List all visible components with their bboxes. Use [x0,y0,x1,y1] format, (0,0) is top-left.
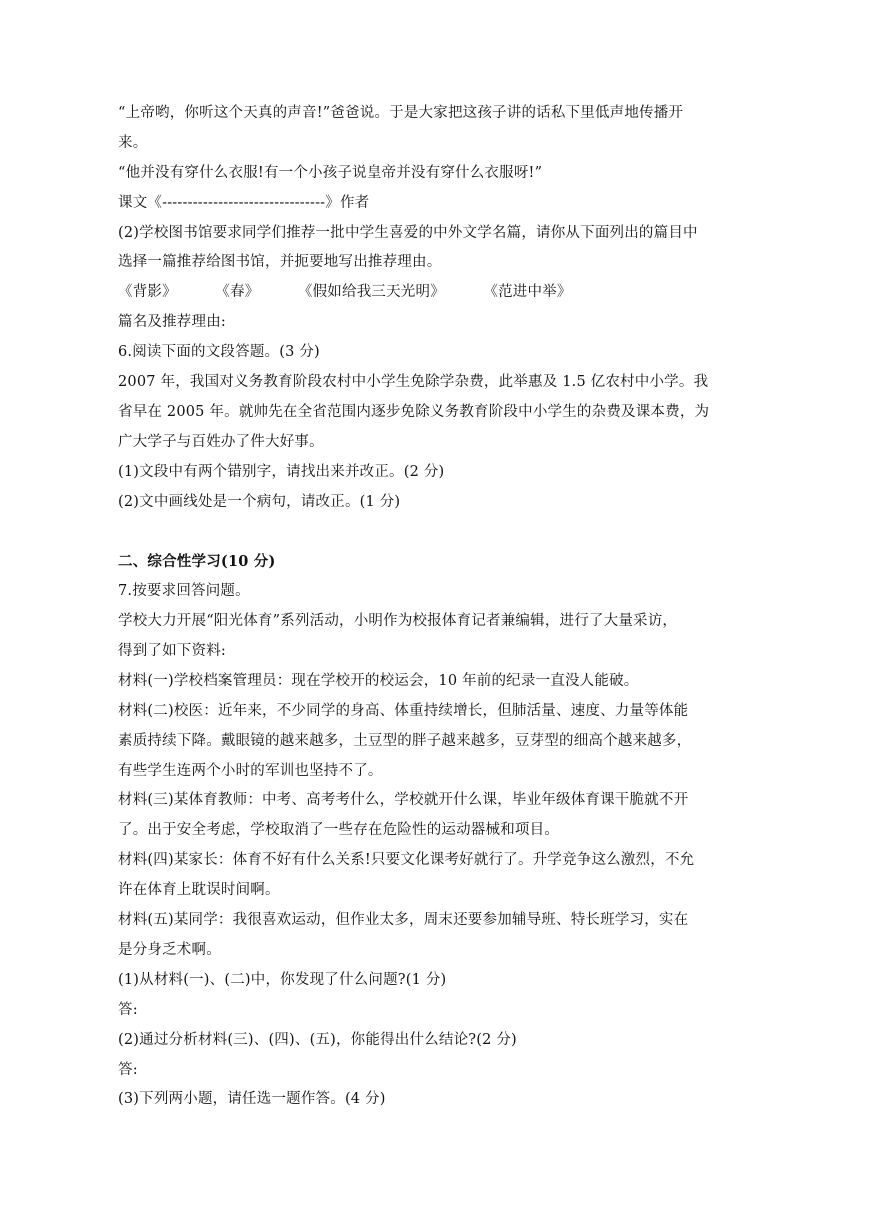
text-line: (2)文中画线处是一个病句，请改正。(1 分) [118,493,401,510]
text-line: 材料(三)某体育教师：中考、高考考什么，学校就开什么课，毕业年级体育课干脆就不开 [118,792,689,809]
text-line: (1)文段中有两个错别字，请找出来并改正。(2 分) [118,463,445,480]
text-line: 有些学生连两个小时的军训也坚持不了。 [118,762,383,779]
text-line: 了。出于安全考虑，学校取消了一些存在危险性的运动器械和项目。 [118,822,559,839]
text-line: 选择一篇推荐给图书馆，并扼要地写出推荐理由。 [118,254,442,271]
text-line: 篇名及推荐理由: [118,314,226,331]
text-line: 材料(五)某同学：我很喜欢运动，但作业太多，周末还要参加辅导班、特长班学习，实在 [118,912,689,929]
section-heading: 二、综合性学习(10 分) [118,553,276,571]
text-line: (2)学校图书馆要求同学们推荐一批中学生喜爱的中外文学名篇，请你从下面列出的篇目中 [118,224,698,241]
text-line: “上帝哟，你听这个天真的声音!”爸爸说。于是大家把这孩子讲的话私下里低声地传播开 [118,105,684,121]
text-line: 广大学子与百姓办了件大好事。 [118,433,324,450]
answer-label: 答: [118,1061,138,1078]
book-title: 《春》 [215,284,260,301]
spacer [118,517,758,547]
text-line: 许在体育上耽误时间啊。 [118,882,280,899]
book-list [118,278,758,308]
text-line: 材料(四)某家长：体育不好有什么关系!只要文化课考好就行了。升学竞争这么激烈，不允 [118,852,695,869]
document-body [118,99,758,1115]
text-line: (2)通过分析材料(三)、(四)、(五)，你能得出什么结论?(2 分) [118,1031,517,1048]
question-title: 7.按要求回答问题。 [118,583,250,600]
book-title: 《范进中举》 [483,284,572,301]
text-line: 来。 [118,134,148,151]
answer-label: 答: [118,1001,138,1018]
text-line: 省早在 2005 年。就帅先在全省范围内逐步免除义务教育阶段中小学生的杂费及课本费，为 [118,403,710,420]
text-line: 材料(一)学校档案管理员：现在学校开的校运会，10 年前的纪录一直没人能破。 [118,672,639,689]
text-line: “他并没有穿什么衣服!有一个小孩子说皇帝并没有穿什么衣服呀!” [118,164,543,181]
text-line: 是分身乏术啊。 [118,941,221,958]
text-line: 课文《--------------------------------》作者 [118,194,370,211]
text-line: (1)从材料(一)、(二)中，你发现了什么问题?(1 分) [118,971,447,988]
book-title: 《假如给我三天光明》 [297,284,445,301]
book-title: 《背影》 [118,284,177,301]
text-line: 材料(二)校医：近年来，不少同学的身高、体重持续增长，但肺活量、速度、力量等体能 [118,702,689,719]
question-title: 6.阅读下面的文段答题。(3 分) [118,344,320,361]
text-line: 得到了如下资料: [118,643,226,660]
text-line: 学校大力开展“阳光体育”系列活动，小明作为校报体育记者兼编辑，进行了大量采访， [118,613,678,630]
text-line: 素质持续下降。戴眼镜的越来越多，土豆型的胖子越来越多，豆芽型的细高个越来越多， [118,732,692,749]
text-line: (3)下列两小题，请任选一题作答。(4 分) [118,1091,386,1108]
text-line: 2007 年，我国对义务教育阶段农村中小学生免除学杂费，此举惠及 1.5 亿农村中小学。我 [118,374,709,391]
